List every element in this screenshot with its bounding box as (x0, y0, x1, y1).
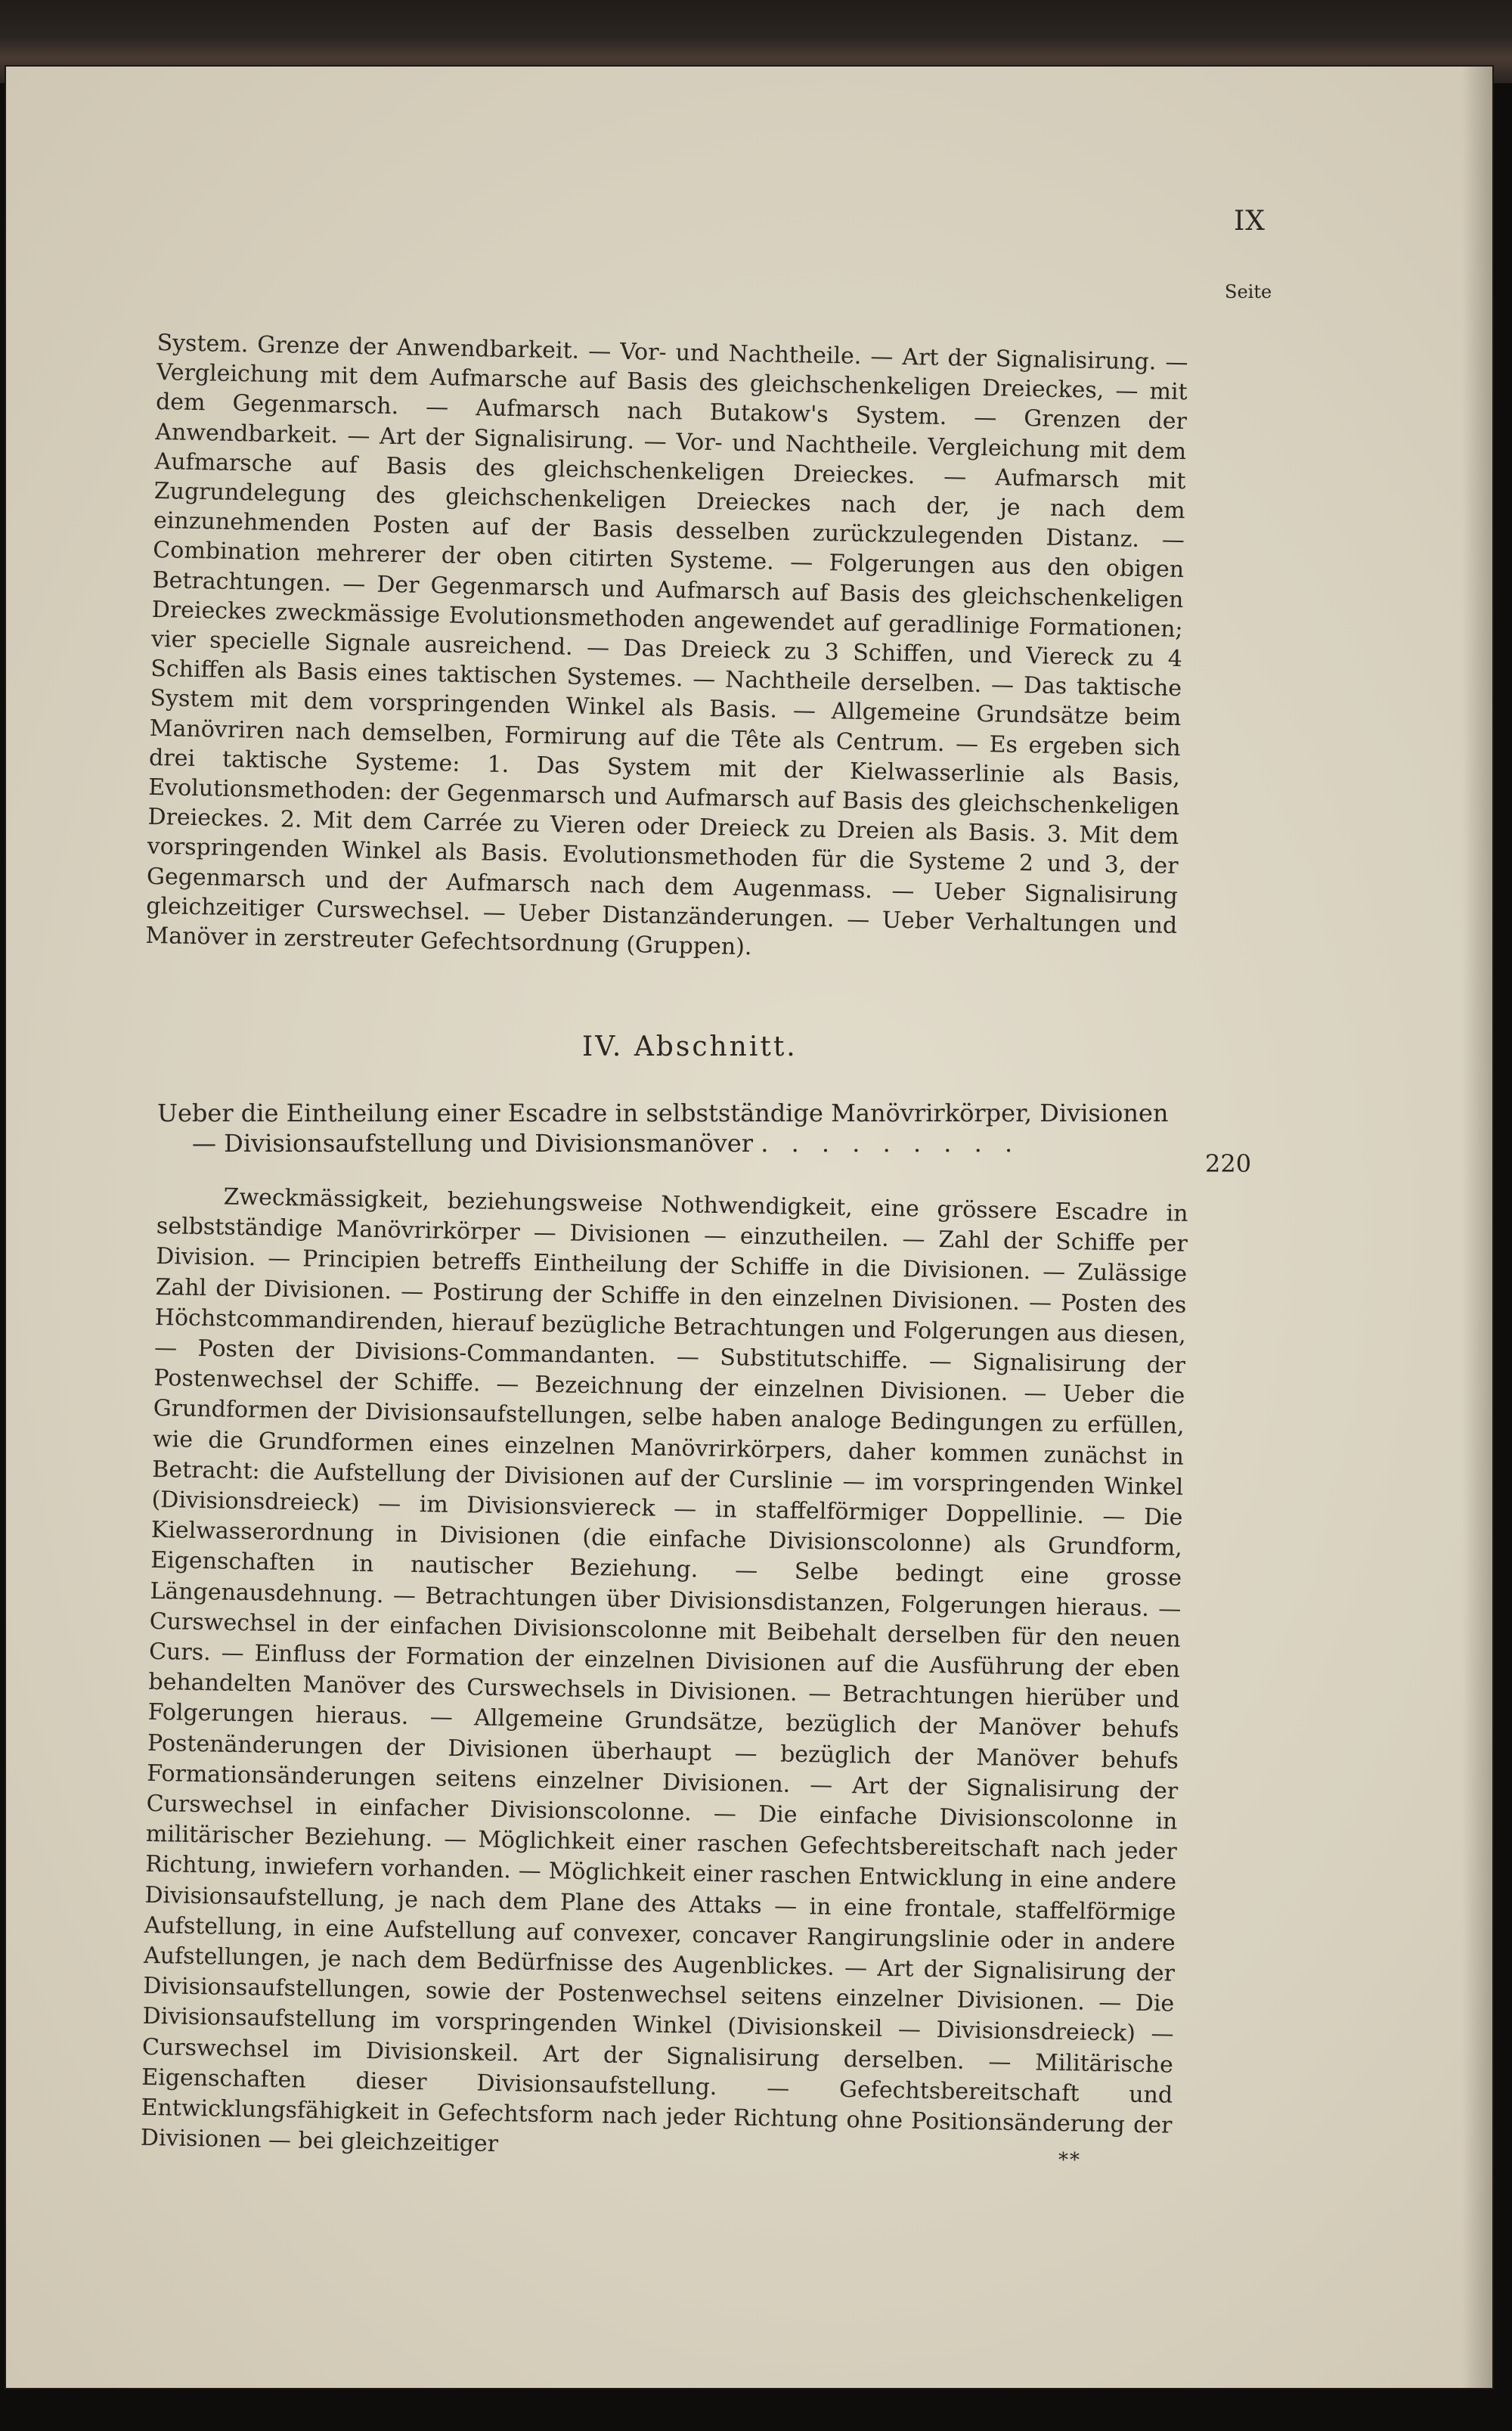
toc-entry-title-line1: Ueber die Eintheilung einer Escadre in selbstständige Manövrirkörper, Divisionen (157, 1099, 1169, 1127)
section-iv-summary (141, 1181, 1188, 2172)
page-gutter-shadow (1462, 67, 1492, 2388)
signature-mark: ** (1058, 2149, 1081, 2172)
toc-page-number: 220 (1205, 1149, 1252, 1178)
section-iii-paragraph: System. Grenze der Anwendbarkeit. — Vor- und Nachtheile. — Art der Signalisirung. — Vergleichung mit dem Aufmarsche auf Basis des gleichschenkeligen Dreieckes, — mit dem Gegenmarsch. — Aufmarsch nach Butakow's System. — Grenzen der Anwendbarkeit. — Art der Signalisirung. — Vor- und Nachtheile. Vergleichung mit dem Aufmarsche auf Basis des gleichschenkeligen Dreieckes. — Aufmarsch mit Zugrundelegung des gleichschenkeligen Dreieckes nach der, je nach dem einzunehmenden Posten auf der Basis desselben zurückzulegenden Distanz. — Combination mehrerer der oben citirten Systeme. — Folgerungen aus den obigen Betrachtungen. — Der Gegenmarsch und Aufmarsch auf Basis des gleichschenkeligen Dreieckes zweckmässige Evolutionsmethoden angewendet auf geradlinige Formationen; vier specielle Signale ausreichend. — Das Dreieck zu 3 Schiffen, und Viereck zu 4 Schiffen als Basis eines taktischen Systemes. — Nachtheile derselben. — Das taktische System mit dem vorspringenden Winkel als Basis. — Allgemeine Grundsätze beim Manövriren nach demselben, Formirung auf die Tête als Centrum. — Es ergeben sich drei taktische Systeme: 1. Das System mit der Kielwasserlinie als Basis, Evolutionsmethoden: der Gegenmarsch und Aufmarsch auf Basis des gleichschenkeligen Dreieckes. 2. Mit dem Carrée zu Vieren oder Dreieck zu Dreien als Basis. 3. Mit dem vorspringenden Winkel als Basis. Evolutionsmethoden für die Systeme 2 und 3, der Gegenmarsch und der Aufmarsch nach dem Augenmass. — Ueber Signalisirung gleichzeitiger Curswechsel. — Ueber Distanzänderungen. — Ueber Verhaltungen und Manöver in zerstreuter Gefechtsordnung (Gruppen). (145, 329, 1188, 961)
section-iv-paragraph: Zweckmässigkeit, beziehungsweise Nothwendigkeit, eine grössere Escadre in selbstständige Manövrirkörper — Divisionen — einzutheilen. — Zahl der Schiffe per Division. — Principien betreffs Eintheilung der Schiffe in die Divisionen. — Zulässige Zahl der Divisionen. — Postirung der Schiffe in den einzelnen Divisionen. — Posten des Höchstcommandirenden, hierauf bezügliche Betrachtungen und Folgerungen aus diesen, — Posten der Divisions-Commandanten. — Substitutschiffe. — Signalisirung der Postenwechsel der Schiffe. — Bezeichnung der einzelnen Divisionen. — Ueber die Grundformen der Divisionsaufstellungen, selbe haben analoge Bedingungen zu erfüllen, wie die Grundformen eines einzelnen Manövrirkörpers, daher kommen zunächst in Betracht: die Aufstellung der Divisionen auf der Curslinie — im vorspringenden Winkel (Divisionsdreieck) — im Divisionsviereck — in staffelförmiger Doppellinie. — Die Kielwasserordnung in Divisionen (die einfache Divisionscolonne) als Grundform, Eigenschaften in nautischer Beziehung. — Selbe bedingt eine grosse Längenausdehnung. — Betrachtungen über Divisionsdistanzen, Folgerungen hieraus. — Curswechsel in der einfachen Divisionscolonne mit Beibehalt derselben für den neuen Curs. — Einfluss der Formation der einzelnen Divisionen auf die Ausführung der eben behandelten Manöver des Curswechsels in Divisionen. — Betrachtungen hierüber und Folgerungen hieraus. — Allgemeine Grundsätze, bezüglich der Manöver behufs Postenänderungen der Divisionen überhaupt — bezüglich der Manöver behufs Formationsänderungen seitens einzelner Divisionen. — Art der Signalisirung der Curswechsel in einfacher Divisionscolonne. — Die einfache Divisionscolonne in militärischer Beziehung. — Möglichkeit einer raschen Gefechtsbereitschaft nach jeder Richtung, inwiefern vorhanden. — Möglichkeit einer raschen Entwicklung in eine andere Divisionsaufstellung, je nach dem Plane des Attaks — in eine frontale, staffelförmige Aufstellung, in eine Aufstellung auf convexer, concaver Rangirungslinie oder in andere Aufstellungen, je nach dem Bedürfnisse des Augenblickes. — Art der Signalisirung der Divisionsaufstellungen, sowie der Postenwechsel seitens einzelner Divisionen. — Die Divisionsaufstellung im vorspringenden Winkel (Divisionskeil — Divisionsdreieck) — Curswechsel im Divisionskeil. Art der Signalisirung derselben. — Militärische Eigenschaften dieser Divisionsaufstellung. — Gefechtsbereitschaft und Entwicklungsfähigkeit in Gefechtsform nach jeder Richtung ohne Positionsänderung der Divisionen — bei gleichzeitiger (140, 1183, 1188, 2158)
seite-column-label: Seite (1225, 281, 1272, 302)
toc-entry (157, 1098, 1216, 1158)
toc-dot-leader: . . . . . . . . . (761, 1129, 1021, 1158)
section-heading: IV. Abschnitt. (582, 1031, 798, 1062)
section-iii-summary (145, 328, 1188, 970)
toc-entry-title-line2-text: — Divisionsaufstellung und Divisionsmanöver (192, 1129, 754, 1158)
page-number: IX (1234, 206, 1266, 237)
toc-entry-title-line2 (157, 1128, 1216, 1158)
